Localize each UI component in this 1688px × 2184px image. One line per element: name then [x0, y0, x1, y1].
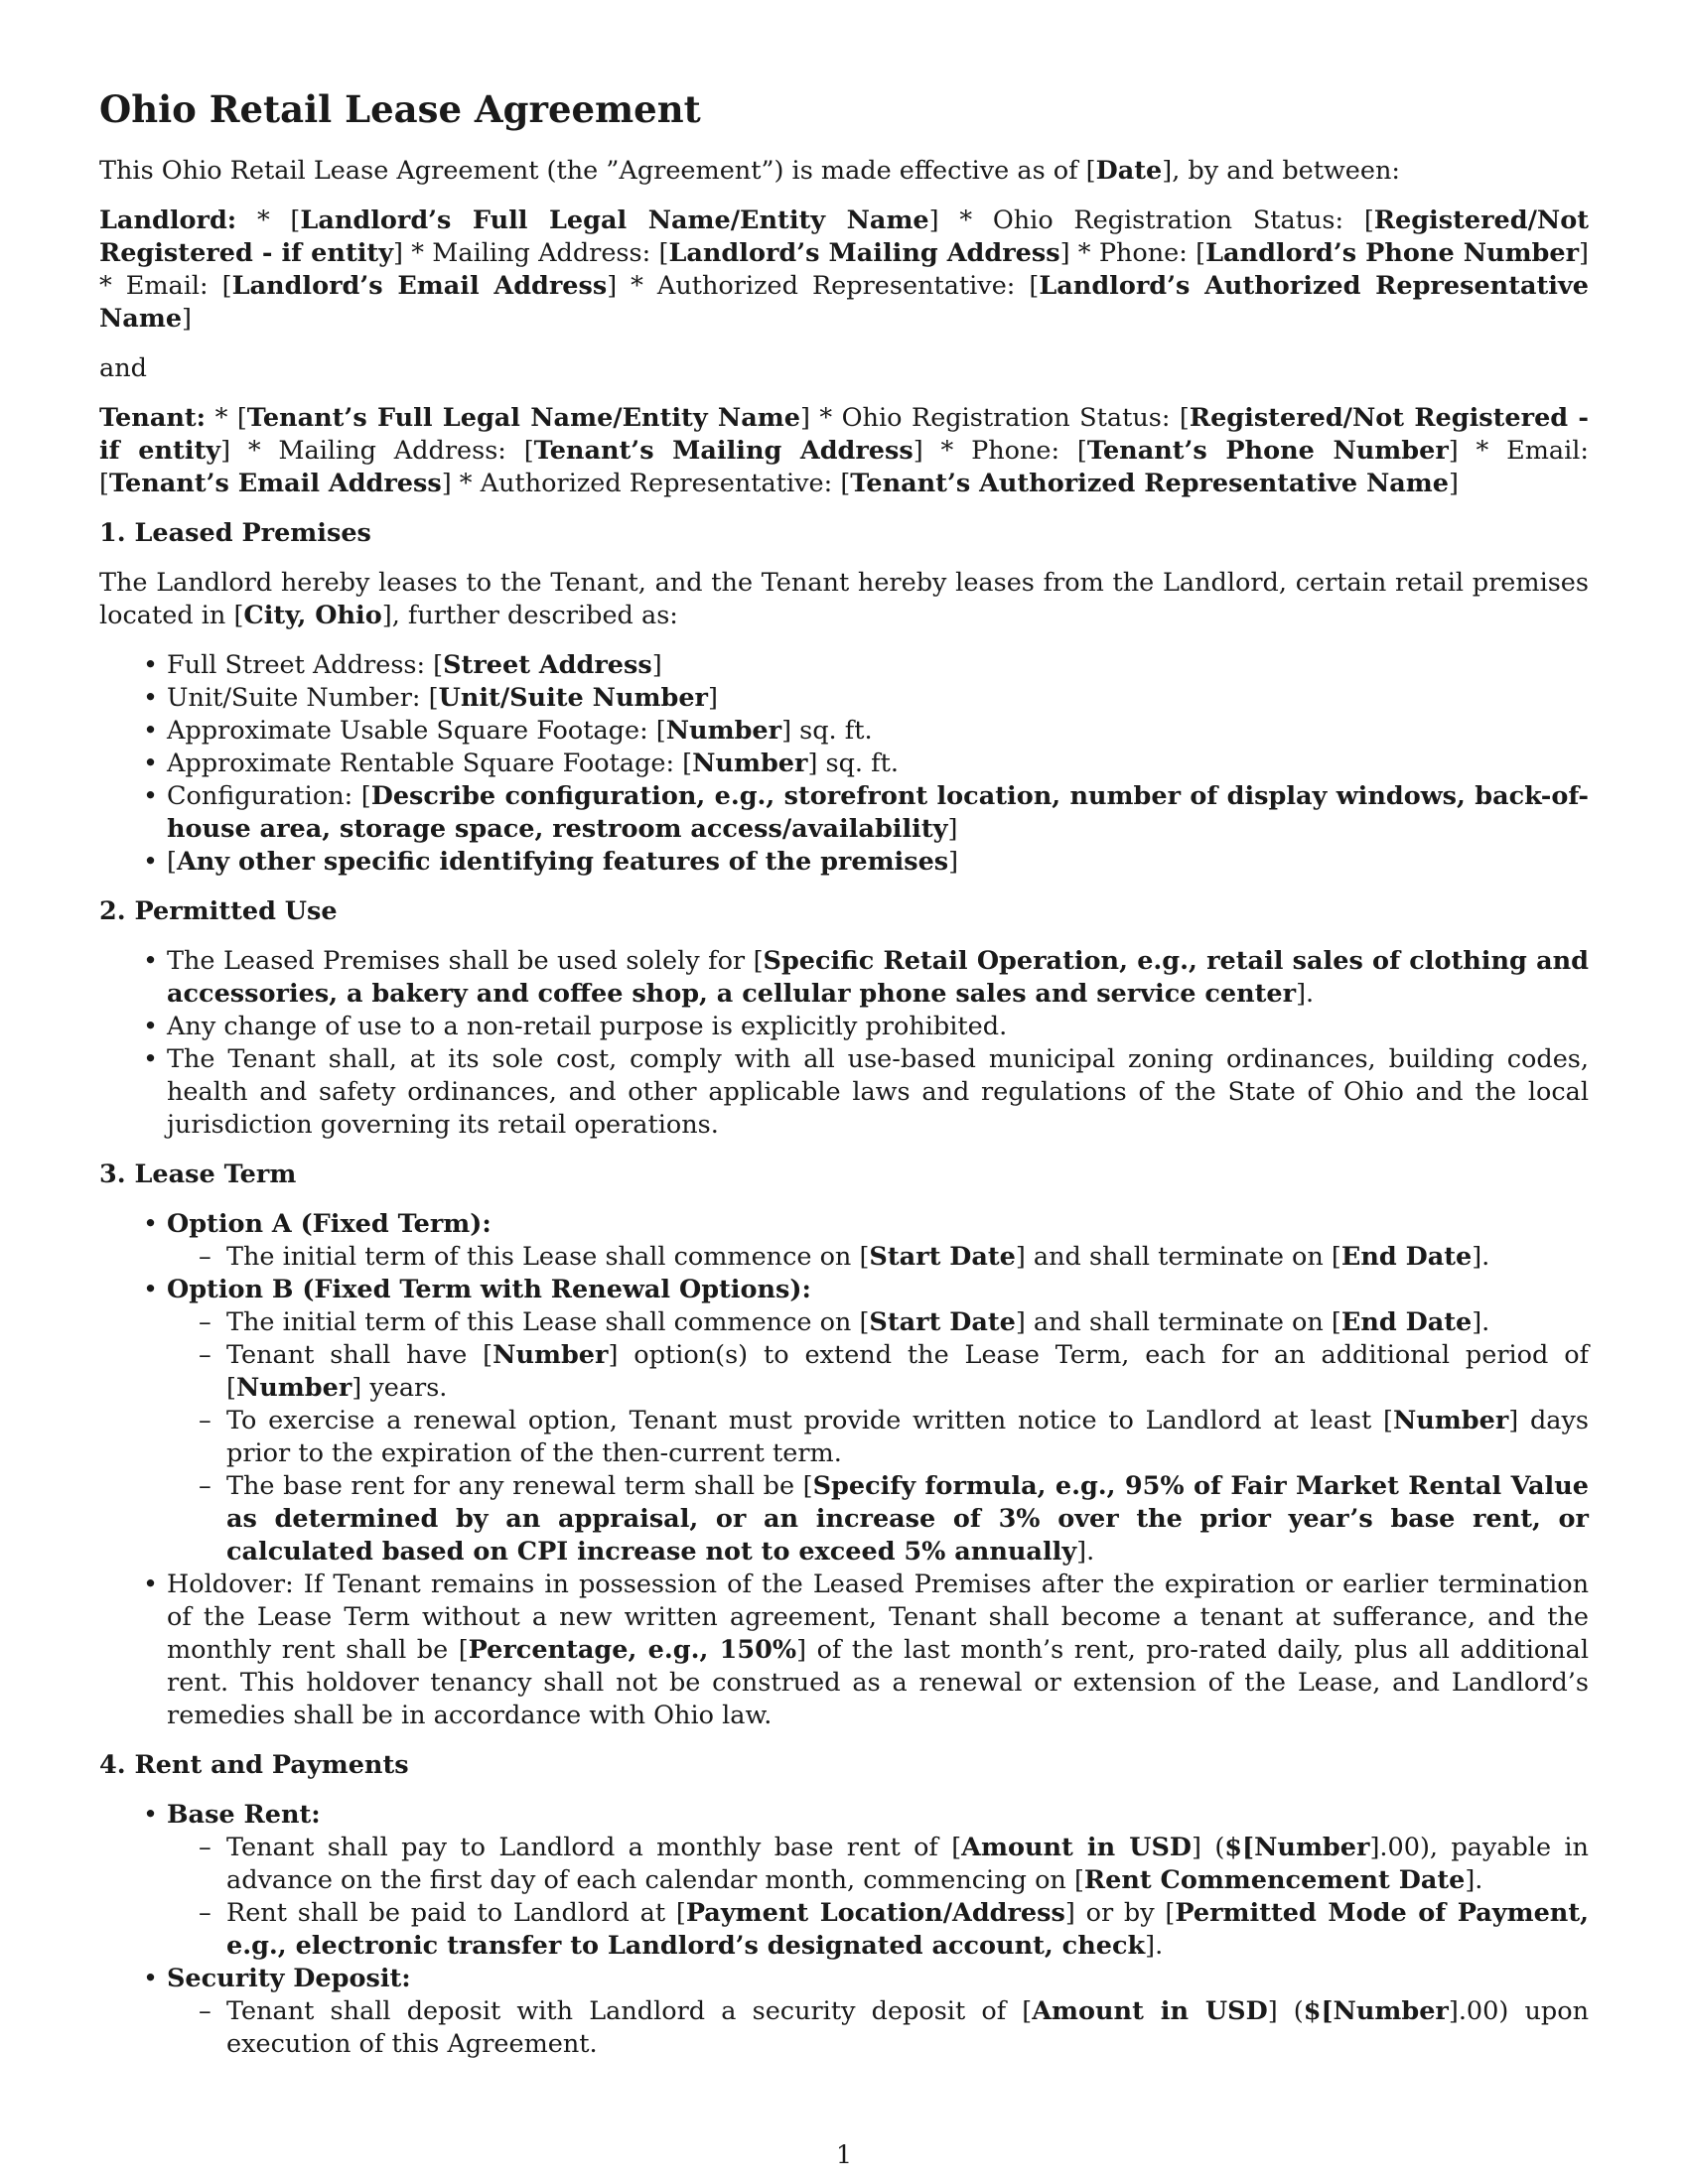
section-permitted-use [99, 895, 1589, 1142]
document-body [99, 87, 1589, 2078]
sub-list-item: – Tenant shall deposit with Landlord a security deposit of [Amount in USD] ($[Number].00) upon execution of this Agreement. [167, 1995, 1589, 2061]
list-item-holdover: • Holdover: If Tenant remains in possession of the Leased Premises after the expiration or earlier termination of the Lease Term without a new written agreement, Tenant shall become a tenant at sufferance, and the monthly rent shall be [Percentage, e.g., 150%] of the last month’s rent, pro-rated daily, plus all additional rent. This holdover tenancy shall not be construed as a renewal or extension of the Lease, and Landlord’s remedies shall be in accordance with Ohio law. [99, 1569, 1589, 1732]
list-item: • Approximate Rentable Square Footage: [Number] sq. ft. [99, 748, 1589, 780]
landlord-block: Landlord: * [Landlord’s Full Legal Name/Entity Name] * Ohio Registration Status: [Registered/Not Registered - if entity] * Mailing Address: [Landlord’s Mailing Address] * Phone: [Landlord’s Phone Number] * Email: [Landlord’s Email Address] * Authorized Representative: [Landlord’s Authorized Representative Name] [99, 205, 1590, 334]
list-item: • Approximate Usable Square Footage: [Number] sq. ft. [99, 715, 1589, 748]
list-item: • Any change of use to a non-retail purpose is explicitly prohibited. [99, 1011, 1589, 1043]
sub-list-item: – Rent shall be paid to Landlord at [Payment Location/Address] or by [Permitted Mode of Payment, e.g., electronic transfer to Landlord’s designated account, check]. [167, 1897, 1589, 1963]
sub-list [167, 1832, 1589, 1963]
sub-list [167, 1306, 1589, 1569]
sub-list-item: – To exercise a renewal option, Tenant must provide written notice to Landlord at least [Number] days prior to the expiration of the then-current term. [167, 1405, 1589, 1470]
sub-list-item: – The initial term of this Lease shall commence on [Start Date] and shall terminate on [End Date]. [167, 1306, 1589, 1339]
list-item: • [Any other specific identifying features of the premises] [99, 846, 1589, 879]
list-item: • Full Street Address: [Street Address] [99, 649, 1589, 682]
list-item: • The Leased Premises shall be used solely for [Specific Retail Operation, e.g., retail sales of clothing and accessories, a bakery and coffee shop, a cellular phone sales and service center]. [99, 945, 1589, 1011]
and-text: and [99, 353, 147, 383]
sub-list-item: – Tenant shall have [Number] option(s) to extend the Lease Term, each for an additional period of [Number] years. [167, 1339, 1589, 1405]
list-item: • Configuration: [Describe configuration, e.g., storefront location, number of display windows, back-of-house area, storage space, restroom access/availability] [99, 780, 1589, 846]
section-rent-payments [99, 1749, 1589, 2061]
list-item: • The Tenant shall, at its sole cost, comply with all use-based municipal zoning ordinances, building codes, health and safety ordinances, and other applicable laws and regulations of the State of Ohio and the local jurisdiction governing its retail operations. [99, 1043, 1589, 1142]
item-label: Base Rent: [167, 1800, 321, 1830]
section-heading: 4. Rent and Payments [99, 1750, 409, 1780]
sub-list-item: – Tenant shall pay to Landlord a monthly base rent of [Amount in USD] ($[Number].00), payable in advance on the first day of each calendar month, commencing on [Rent Commencement Date]. [167, 1832, 1589, 1897]
sub-list [167, 1241, 1589, 1274]
sub-list-item: – The initial term of this Lease shall commence on [Start Date] and shall terminate on [End Date]. [167, 1241, 1589, 1274]
list-item-option-a [99, 1208, 1589, 1274]
sub-list [167, 1995, 1589, 2061]
list-item-security-deposit [99, 1963, 1589, 2061]
rent-list [99, 1799, 1589, 2061]
option-label: Option B (Fixed Term with Renewal Options): [167, 1275, 811, 1304]
lease-term-list [99, 1208, 1589, 1732]
section-lease-term [99, 1159, 1589, 1732]
section-leased-premises [99, 517, 1589, 879]
section-heading: 1. Leased Premises [99, 518, 371, 548]
section-heading: 2. Permitted Use [99, 896, 338, 926]
intro-paragraph: This Ohio Retail Lease Agreement (the ”Agreement”) is made effective as of [Date], by and between: [99, 156, 1401, 186]
option-label: Option A (Fixed Term): [167, 1209, 492, 1239]
item-label: Security Deposit: [167, 1964, 411, 1993]
list-item: • Unit/Suite Number: [Unit/Suite Number] [99, 682, 1589, 715]
list-item-base-rent [99, 1799, 1589, 1963]
section-paragraph: The Landlord hereby leases to the Tenant, and the Tenant hereby leases from the Landlord, certain retail premises located in [City, Ohio], further described as: [99, 568, 1589, 630]
premises-list [99, 649, 1589, 879]
permitted-use-list [99, 945, 1589, 1142]
tenant-block: Tenant: * [Tenant’s Full Legal Name/Entity Name] * Ohio Registration Status: [Registered/Not Registered - if entity] * Mailing Address: [Tenant’s Mailing Address] * Phone: [Tenant’s Phone Number] * Email: [Tenant’s Email Address] * Authorized Representative: [Tenant’s Authorized Representative Name] [99, 403, 1590, 498]
sub-list-item: – The base rent for any renewal term shall be [Specify formula, e.g., 95% of Fair Market Rental Value as determined by an appraisal, or an increase of 3% over the prior year’s base rent, or calculated based on CPI increase not to exceed 5% annually]. [167, 1470, 1589, 1569]
document-title: Ohio Retail Lease Agreement [99, 87, 701, 131]
section-heading: 3. Lease Term [99, 1160, 297, 1189]
list-item-option-b [99, 1274, 1589, 1569]
page-number: 1 [835, 2140, 853, 2170]
